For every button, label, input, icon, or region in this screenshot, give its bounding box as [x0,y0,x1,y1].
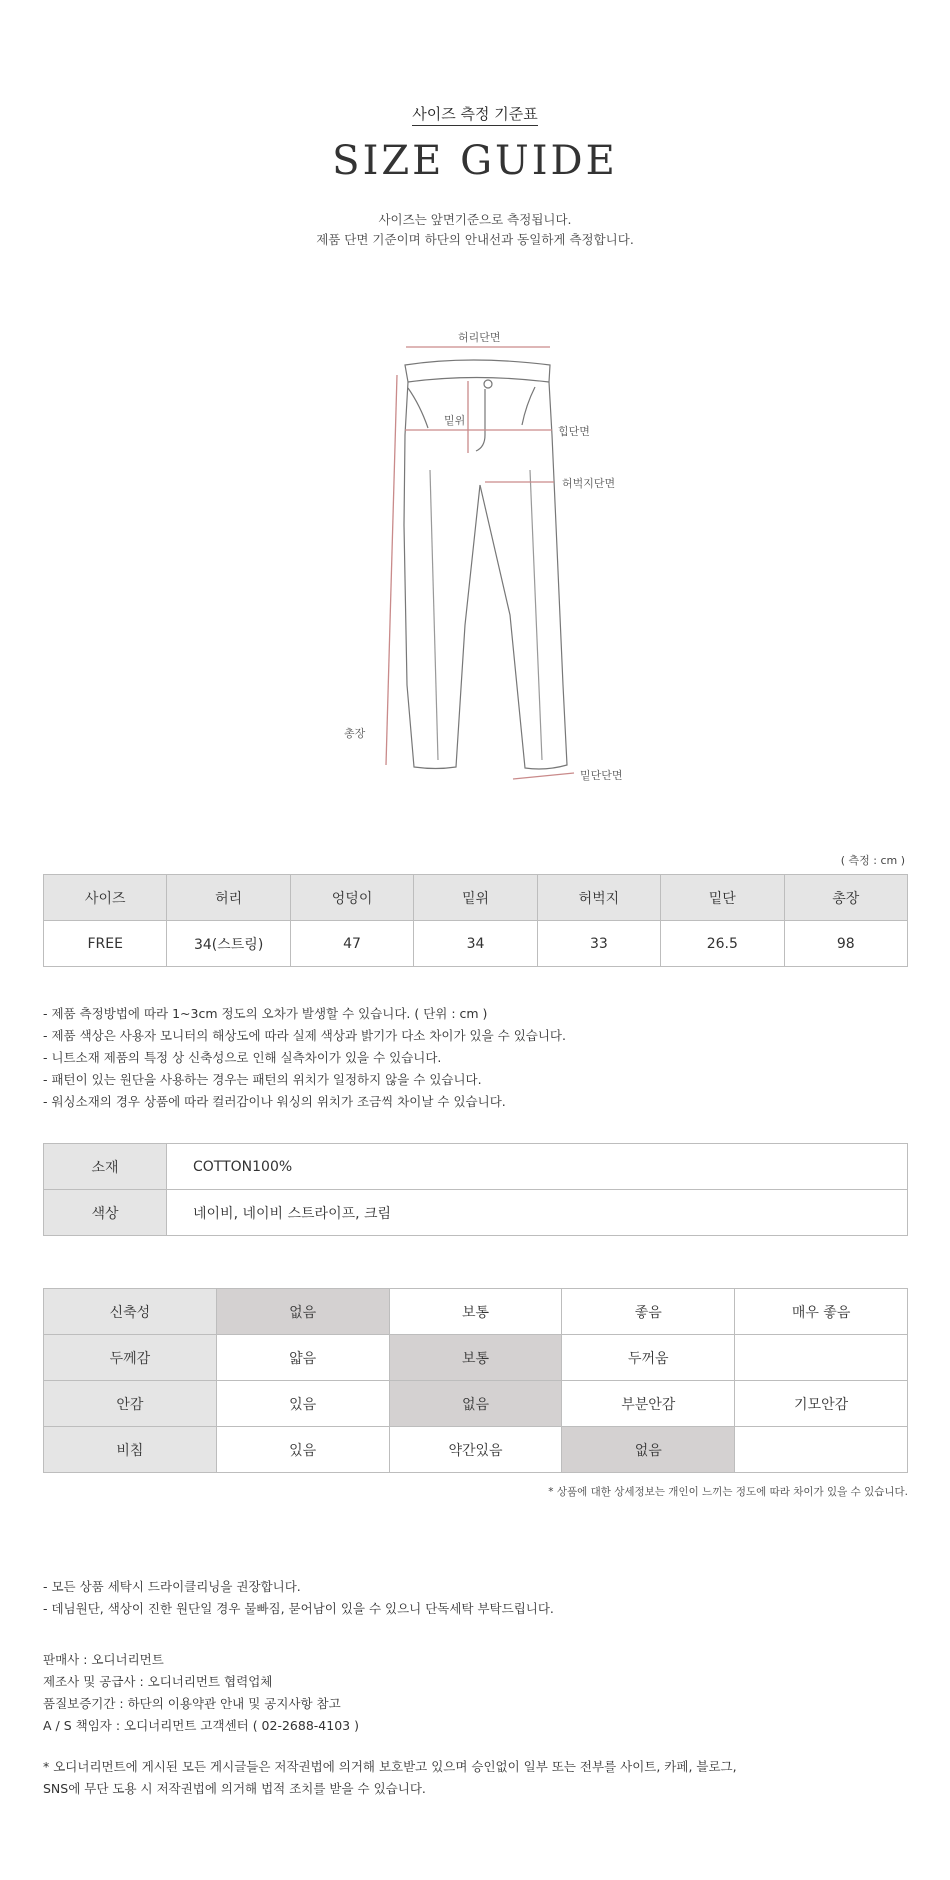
unit-note: ( 측정 : cm ) [840,854,905,867]
property-label: 비침 [44,1427,217,1473]
property-option: 매우 좋음 [735,1289,908,1335]
intro-line: 제품 단면 기준이며 하단의 안내선과 동일하게 측정합니다. [316,232,634,247]
table-cell: 47 [290,921,413,967]
property-option: 보통 [389,1289,562,1335]
header-cell: 총장 [784,875,907,921]
table-cell: 33 [537,921,660,967]
table-row [44,1190,908,1236]
property-option: 부분안감 [562,1381,735,1427]
color-label: 색상 [44,1190,167,1236]
property-option [735,1427,908,1473]
intro-line: 사이즈는 앞면기준으로 측정됩니다. [378,212,572,227]
intro-text [0,210,950,250]
fabric-property-table [43,1288,908,1473]
pants-illustration [320,325,640,785]
header-cell: 허리 [167,875,290,921]
table-row [44,1144,908,1190]
info-line: A / S 책임자 : 오디너리먼트 고객센터 ( 02-2688-4103 ) [43,1718,359,1733]
header-cell: 사이즈 [44,875,167,921]
info-line: 판매사 : 오디너리먼트 [43,1652,164,1667]
info-line: 품질보증기간 : 하단의 이용약관 안내 및 공지사항 참고 [43,1696,341,1711]
rise-label: 밑위 [444,414,466,427]
property-option: 기모안감 [735,1381,908,1427]
hip-label: 힙단면 [558,425,590,438]
note-line: - 워싱소재의 경우 상품에 따라 컬러감이나 워싱의 위치가 조금씩 차이날 수 있습니다. [43,1094,506,1109]
table-row [44,921,908,967]
table-cell: 98 [784,921,907,967]
property-label: 신축성 [44,1289,217,1335]
copyright-line: SNS에 무단 도용 시 저작권법에 의거해 법적 조치를 받을 수 있습니다. [43,1781,426,1796]
property-label: 안감 [44,1381,217,1427]
property-option: 두꺼움 [562,1335,735,1381]
detail-disclaimer: * 상품에 대한 상세정보는 개인이 느끼는 정도에 따라 차이가 있을 수 있습니다. [548,1486,908,1498]
note-line: - 니트소재 제품의 특정 상 신축성으로 인해 실측차이가 있을 수 있습니다. [43,1050,442,1065]
copyright-line: * 오디너리먼트에 게시된 모든 게시글들은 저작권법에 의거해 보호받고 있으며 승인없이 일부 또는 전부를 사이트, 카페, 블로그, [43,1759,737,1774]
care-line: - 모든 상품 세탁시 드라이클리닝을 권장합니다. [43,1579,301,1594]
table-cell: FREE [44,921,167,967]
size-chart-subtitle: 사이즈 측정 기준표 [0,103,950,124]
care-line: - 데님원단, 색상이 진한 원단일 경우 물빠짐, 묻어남이 있을 수 있으니 단독세탁 부탁드립니다. [43,1601,554,1616]
property-row-sheerness [44,1427,908,1473]
thigh-label: 허벅지단면 [562,477,616,490]
size-table [43,874,908,967]
table-cell: 26.5 [661,921,784,967]
material-value: COTTON100% [167,1144,908,1190]
property-option: 있음 [216,1381,389,1427]
note-line: - 패턴이 있는 원단을 사용하는 경우는 패턴의 위치가 일정하지 않을 수 있습니다. [43,1072,482,1087]
color-value: 네이비, 네이비 스트라이프, 크림 [167,1190,908,1236]
size-guide-title: SIZE GUIDE [332,138,618,184]
property-option: 좋음 [562,1289,735,1335]
copyright-notice [43,1756,737,1800]
material-table [43,1143,908,1236]
care-instructions [43,1576,554,1620]
property-option-selected: 보통 [389,1335,562,1381]
size-table-header [44,875,908,921]
header-cell: 허벅지 [537,875,660,921]
property-option [735,1335,908,1381]
property-option: 약간있음 [389,1427,562,1473]
property-option-selected: 없음 [216,1289,389,1335]
table-cell: 34(스트링) [167,921,290,967]
waist-label: 허리단면 [458,331,501,344]
seller-info [43,1649,359,1737]
property-option: 있음 [216,1427,389,1473]
pants-measurement-diagram [320,325,640,785]
material-label: 소재 [44,1144,167,1190]
property-option: 얇음 [216,1335,389,1381]
property-row-lining [44,1381,908,1427]
header-cell: 엉덩이 [290,875,413,921]
info-line: 제조사 및 공급사 : 오디너리먼트 협력업체 [43,1674,273,1689]
length-label: 총장 [344,727,366,740]
property-label: 두께감 [44,1335,217,1381]
note-line: - 제품 색상은 사용자 모니터의 해상도에 따라 실제 색상과 밝기가 다소 차이가 있을 수 있습니다. [43,1028,566,1043]
property-option-selected: 없음 [562,1427,735,1473]
hem-label: 밑단단면 [580,769,623,782]
property-row-thickness [44,1335,908,1381]
table-cell: 34 [414,921,537,967]
property-option-selected: 없음 [389,1381,562,1427]
measurement-notes [43,1003,566,1113]
header-cell: 밑위 [414,875,537,921]
property-row-stretch [44,1289,908,1335]
header-cell: 밑단 [661,875,784,921]
note-line: - 제품 측정방법에 따라 1~3cm 정도의 오차가 발생할 수 있습니다. ( 단위 : cm ) [43,1006,488,1021]
